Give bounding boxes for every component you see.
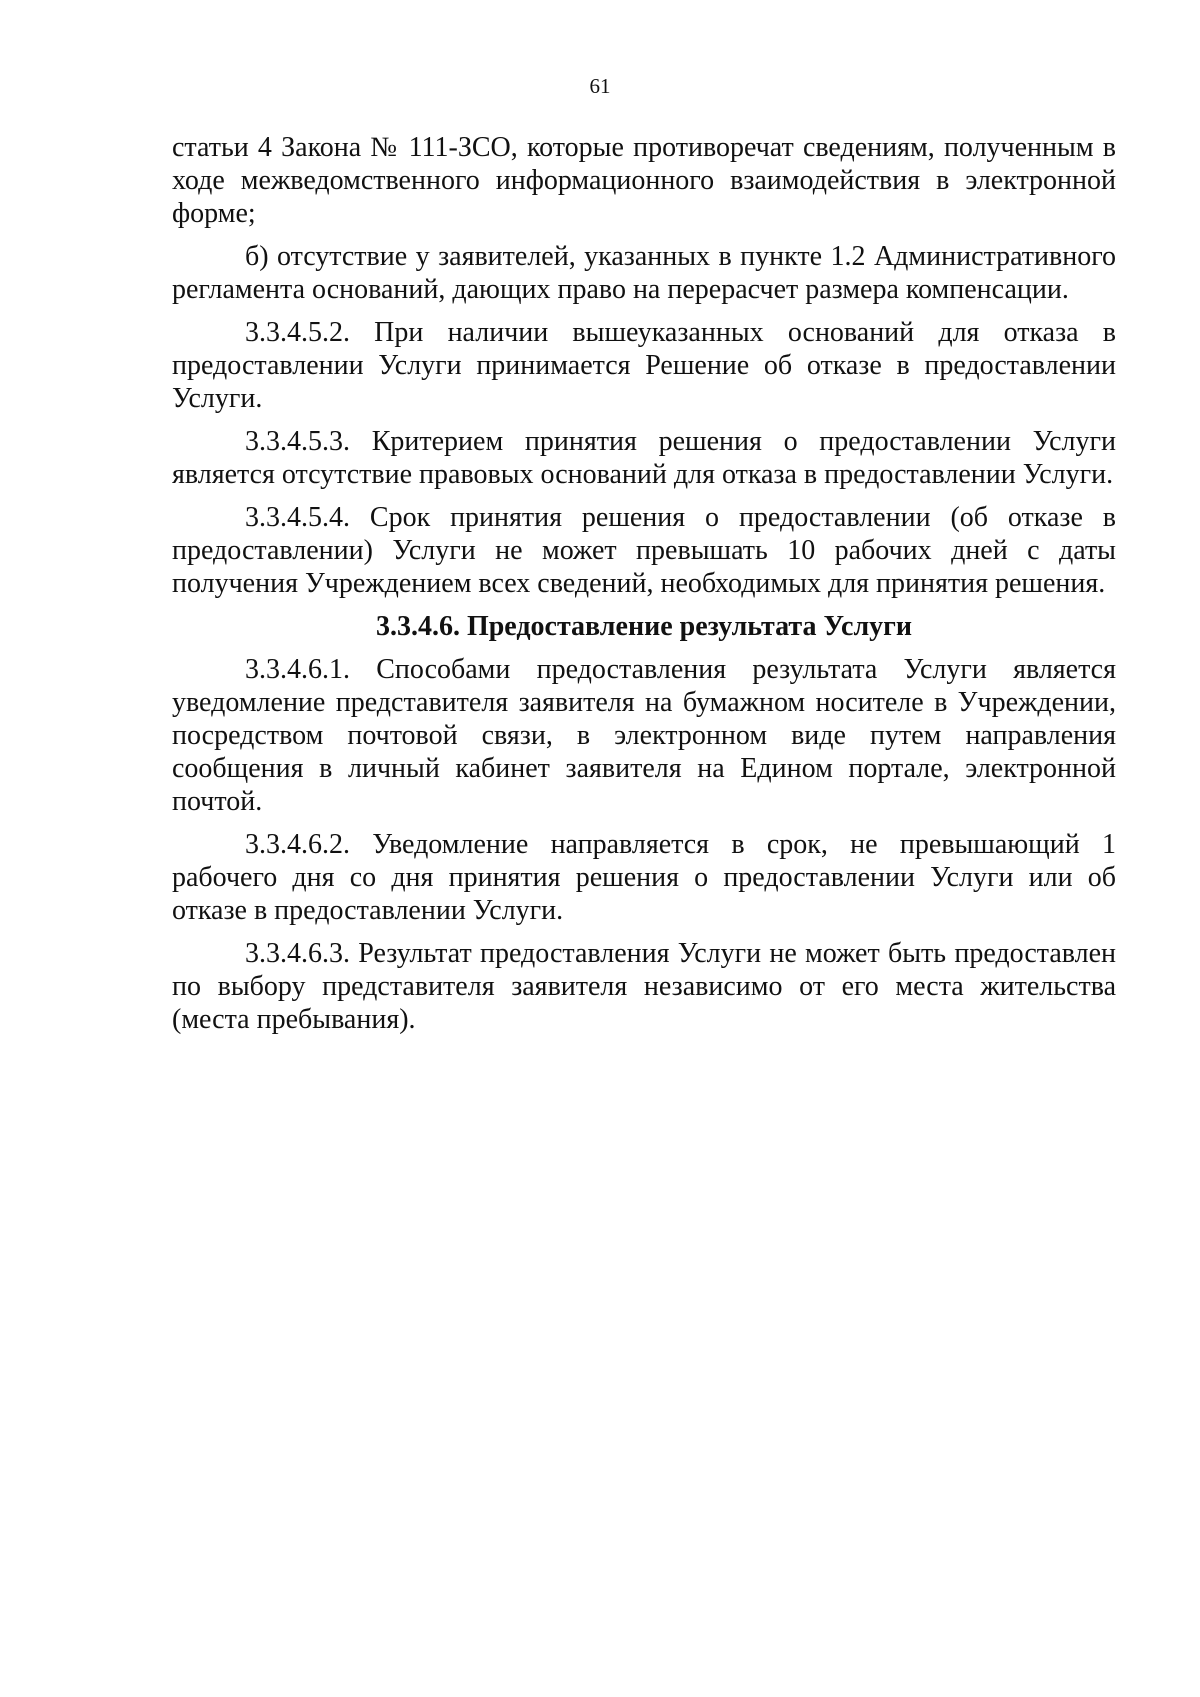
paragraph-3-3-4-6-1: 3.3.4.6.1. Способами предоставления результата Услуги является уведомление представителя заявителя на бумажном носителе в Учреждении, посредством почтовой связи, в электронном виде путем направления сообщения в личный кабинет заявителя на Едином портале, электронной почтой.: [172, 654, 1116, 817]
document-body: [172, 131, 1116, 1046]
paragraph-continuation: статьи 4 Закона № 111-ЗСО, которые противоречат сведениям, полученным в ходе межведомственного информационного взаимодействия в электронной форме;: [172, 132, 1116, 229]
paragraph-3-3-4-6-2: 3.3.4.6.2. Уведомление направляется в срок, не превышающий 1 рабочего дня со дня принятия решения о предоставлении Услуги или об отказе в предоставлении Услуги.: [172, 829, 1116, 926]
paragraph-3-3-4-5-3: 3.3.4.5.3. Критерием принятия решения о предоставлении Услуги является отсутствие правовых оснований для отказа в предоставлении Услуги.: [172, 426, 1116, 490]
section-heading: 3.3.4.6. Предоставление результата Услуги: [375, 611, 913, 642]
paragraph-3-3-4-5-4: 3.3.4.5.4. Срок принятия решения о предоставлении (об отказе в предоставлении) Услуги не может превышать 10 рабочих дней с даты получения Учреждением всех сведений, необходимых для принятия решения.: [172, 502, 1116, 599]
page-number: 61: [589, 74, 611, 98]
paragraph-3-3-4-6-3: 3.3.4.6.3. Результат предоставления Услуги не может быть предоставлен по выбору представителя заявителя независимо от его места жительства (места пребывания).: [172, 938, 1116, 1035]
paragraph-3-3-4-5-2: 3.3.4.5.2. При наличии вышеуказанных оснований для отказа в предоставлении Услуги принимается Решение об отказе в предоставлении Услуги.: [172, 317, 1116, 414]
paragraph-item-b: б) отсутствие у заявителей, указанных в пункте 1.2 Административного регламента оснований, дающих право на перерасчет размера компенсации.: [172, 241, 1116, 305]
